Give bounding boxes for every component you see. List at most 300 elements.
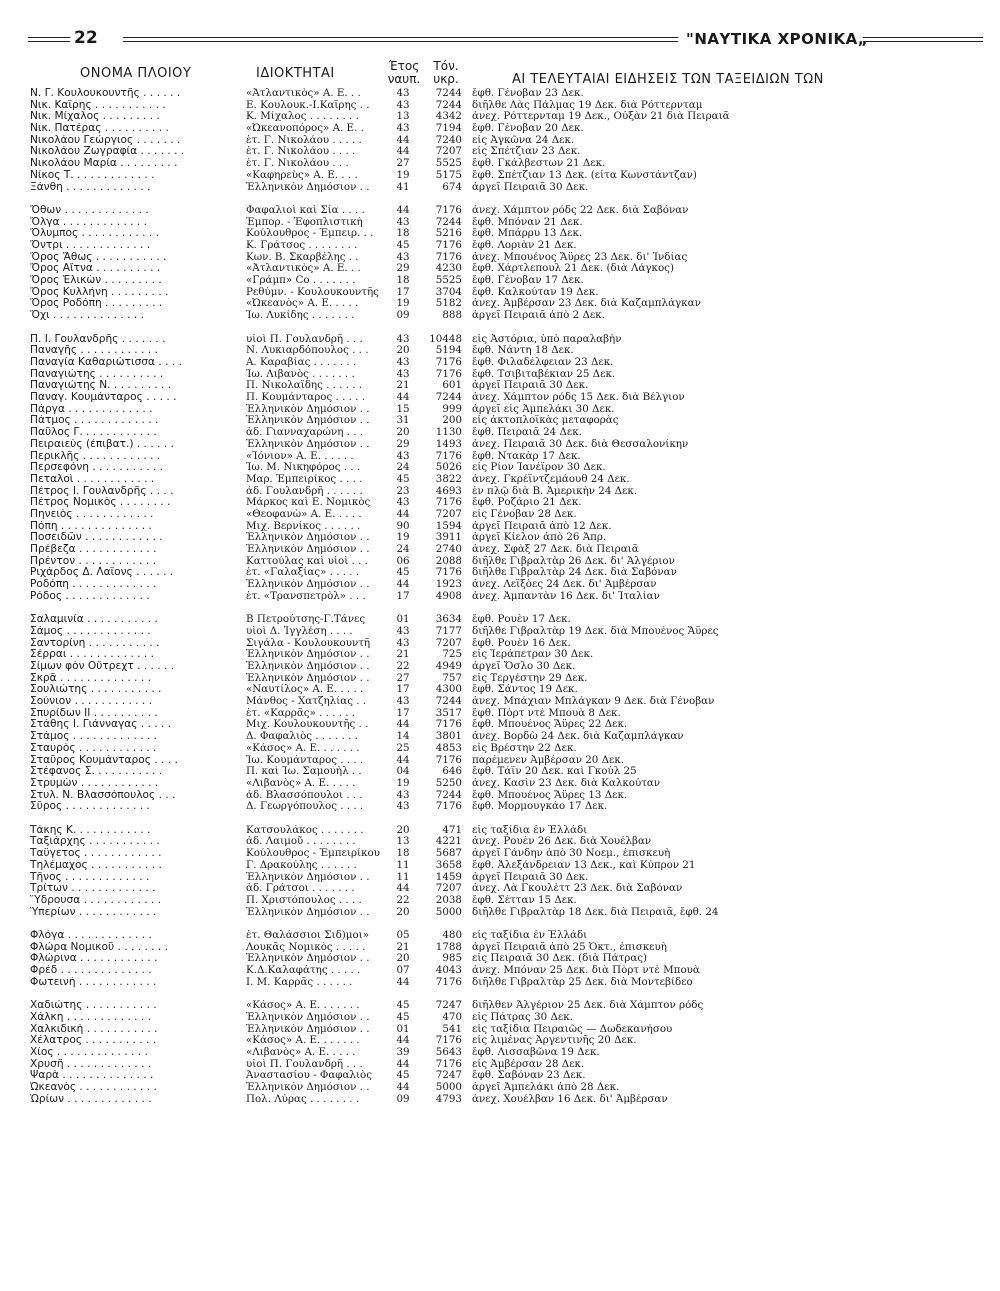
table-row bbox=[0, 170, 1000, 182]
latest-news: εἰς Πειραιᾶ 30 Δεκ. (διὰ Πάτρας) bbox=[472, 953, 648, 965]
year-built: 13 bbox=[396, 111, 410, 123]
ship-name: Πέτρος Νομικὸς . . . . . . . . bbox=[30, 497, 171, 509]
tonnage: 7207 bbox=[435, 146, 462, 158]
latest-news: ἀνεχ. Χουέλβαν 16 Δεκ. δι' Ἀμβέρσαν bbox=[472, 1093, 668, 1105]
year-built: 43 bbox=[396, 99, 410, 111]
owner: υἱοὶ Δ. Ἰγγλέση . . . . bbox=[246, 625, 353, 637]
tonnage: 4221 bbox=[435, 836, 462, 848]
owner: ἑτ. Γ. Νικολάου . . . bbox=[246, 158, 349, 170]
ship-name: Ριχάρδος Δ. Λαΐονς . . . . . . bbox=[30, 567, 174, 579]
owner: Ἑλληνικὸν Δημόσιον . . bbox=[246, 661, 370, 673]
year-built: 20 bbox=[396, 906, 410, 918]
tonnage: 3517 bbox=[435, 707, 462, 719]
table-row bbox=[0, 369, 1000, 381]
latest-news: εἰς Σπέτζιαν 23 Δεκ. bbox=[472, 146, 581, 158]
ship-name: Ὄρος Ἑλικὼν . . . . . . . . . bbox=[30, 275, 162, 287]
table-row bbox=[0, 766, 1000, 778]
tonnage: 5000 bbox=[435, 1082, 462, 1094]
ship-name: Ὄντρι . . . . . . . . . . . . . bbox=[30, 240, 151, 252]
latest-news: παρέμενεν Ἀμβέρσαν 20 Δεκ. bbox=[472, 754, 625, 766]
owner: Λουκᾶς Νομικὸς . . . . . bbox=[246, 941, 366, 953]
owner: Ἑλληνικὸν Δημόσιον . . bbox=[246, 532, 370, 544]
ship-name: Παναγιώτης Ν. . . . . . . . . . bbox=[30, 380, 172, 392]
latest-news: ἔφθ. Γκάλβεστων 21 Δεκ. bbox=[472, 158, 606, 170]
table-row bbox=[0, 509, 1000, 521]
year-built: 43 bbox=[396, 801, 410, 813]
owner: Ἐμπορ. - Ἐφοπλιστικὴ bbox=[246, 216, 363, 228]
tonnage: 5525 bbox=[435, 275, 462, 287]
latest-news: ἀργεῖ Γάνδην ἀπὸ 30 Νοεμ., ἐπισκευὴ bbox=[472, 848, 671, 860]
owner: Κούλουθρος - Ἐμπειρίκου bbox=[246, 848, 380, 860]
group-spacer bbox=[0, 918, 1000, 930]
latest-news: εἰς Βρέστην 22 Δεκ. bbox=[472, 742, 577, 754]
ship-name: Ποσειδῶν . . . . . . . . . . . . bbox=[30, 532, 163, 544]
tonnage: 3911 bbox=[435, 532, 462, 544]
tonnage: 601 bbox=[442, 380, 462, 392]
table-row bbox=[0, 462, 1000, 474]
header-rule-right bbox=[863, 37, 983, 42]
ship-name: Ροδόπη . . . . . . . . . . . . . bbox=[30, 579, 157, 591]
tonnage: 3801 bbox=[435, 731, 462, 743]
tonnage: 7194 bbox=[435, 123, 462, 135]
header-rule-middle bbox=[123, 37, 678, 42]
ship-name: Ὄρος Ροδόπη . . . . . . . . . bbox=[30, 298, 163, 310]
year-built: 43 bbox=[396, 333, 410, 345]
owner: Δ. Φαφαλιὸς . . . . . . . bbox=[246, 731, 358, 743]
owner: υἱοὶ Π. Γουλανδρῆ . . . bbox=[246, 333, 363, 345]
ship-name: Φλόγα . . . . . . . . . . . . . bbox=[30, 930, 152, 942]
latest-news: εἰς Ἀμβέρσαν 28 Δεκ. bbox=[472, 1058, 585, 1070]
tonnage: 5525 bbox=[435, 158, 462, 170]
header-rule-left bbox=[28, 37, 70, 42]
latest-news: ἔφθ. Γένοβαν 17 Δεκ. bbox=[472, 275, 584, 287]
ship-name: Πειραιεὺς (ἐπιβατ.) . . . . . . bbox=[30, 438, 174, 450]
owner: ἀδ. Γιανναχαρώνη . . . bbox=[246, 427, 364, 439]
tonnage: 1493 bbox=[435, 438, 462, 450]
latest-news: ἀργεῖ Πειραιᾶ 30 Δεκ. bbox=[472, 380, 589, 392]
year-built: 44 bbox=[396, 146, 410, 158]
tonnage: 4693 bbox=[435, 485, 462, 497]
latest-news: ἔφθ. Πὸρτ ντὲ Μπουὰ 8 Δεκ. bbox=[472, 707, 621, 719]
latest-news: ἀνεχ. Βορδὼ 24 Δεκ. διὰ Καζαμπλάγκαν bbox=[472, 731, 684, 743]
latest-news: ἀνεχ. Ρόττερνταμ 19 Δεκ., Οὐξὰν 21 διὰ Πειραιᾶ bbox=[472, 111, 730, 123]
table-row bbox=[0, 953, 1000, 965]
group-spacer bbox=[0, 193, 1000, 205]
table-row bbox=[0, 88, 1000, 100]
latest-news: ἔφθ. Μορμουγκάο 17 Δεκ. bbox=[472, 801, 608, 813]
latest-news: ἀργεῖ Κίελον ἀπὸ 26 Ἀπρ. bbox=[472, 532, 607, 544]
year-built: 21 bbox=[396, 941, 410, 953]
table-row bbox=[0, 532, 1000, 544]
ship-name: Ὄλυμπος . . . . . . . . . . . . bbox=[30, 228, 159, 240]
tonnage: 7244 bbox=[435, 216, 462, 228]
owner: Ν. Λυκιαρδόπουλος . . . bbox=[246, 345, 369, 357]
table-row bbox=[0, 486, 1000, 498]
owner: ἑτ. Γ. Νικολάου . . . . bbox=[246, 146, 356, 158]
journal-title: "ΝΑΥΤΙΚΑ ΧΡΟΝΙΚΑ„ bbox=[686, 30, 869, 48]
ship-name: Τηλέμαχος . . . . . . . . . . . bbox=[30, 859, 162, 871]
table-row bbox=[0, 135, 1000, 147]
group-spacer bbox=[0, 602, 1000, 614]
latest-news: διῆλθε Γιβραλτὰρ 26 Δεκ. δι' Ἀλγέριον bbox=[472, 555, 675, 567]
owner: Κ. Γράτσος . . . . . . . . bbox=[246, 240, 358, 252]
owner: Ρεθύμν. - Κουλουκουντῆς bbox=[246, 286, 379, 298]
owner: Ἰω. Λιβανὸς . . . . . . . bbox=[246, 368, 355, 380]
ship-name: Στρυμὼν . . . . . . . . . . . . bbox=[30, 777, 159, 789]
owner: Ἑλληνικὸν Δημόσιον . . bbox=[246, 438, 370, 450]
ship-name: Σταῦρος Κουμάνταρος . . . . bbox=[30, 754, 178, 766]
year-built: 21 bbox=[396, 649, 410, 661]
table-row bbox=[0, 696, 1000, 708]
owner: Φαφαλιοὶ καὶ Σία . . . . bbox=[246, 204, 365, 216]
latest-news: ἔφθ. Τάϊν 20 Δεκ. καὶ Γκούλ 25 bbox=[472, 766, 637, 778]
tonnage: 541 bbox=[442, 1023, 462, 1035]
latest-news: διῆλθε Γιβραλτὰρ 25 Δεκ. διὰ Μοντεβίδεο bbox=[472, 976, 693, 988]
tonnage: 985 bbox=[442, 953, 462, 965]
owner: ἀδ. Βλασσόπουλοι . . . bbox=[246, 789, 363, 801]
latest-news: διῆλθε Γιβραλτὰρ 18 Δεκ. διὰ Πειραιᾶ, ἔφθ. 24 bbox=[472, 906, 719, 918]
latest-news: διῆλθε Λὰς Πάλμας 19 Δεκ. διὰ Ρόττερνταμ bbox=[472, 99, 703, 111]
latest-news: ἔφθ. Καλκούταν 19 Δεκ. bbox=[472, 286, 599, 298]
table-row bbox=[0, 1094, 1000, 1106]
latest-news: ἔφθ. Μπόναν 21 Δεκ. bbox=[472, 216, 583, 228]
owner: Ἑλληνικὸν Δημόσιον . . bbox=[246, 1011, 370, 1023]
year-built: 23 bbox=[396, 485, 410, 497]
latest-news: ἀνεχ. Ἀμβέρσαν 23 Δεκ. διὰ Καζαμπλάγκαν bbox=[472, 298, 701, 310]
table-row bbox=[0, 1059, 1000, 1071]
table-row bbox=[0, 684, 1000, 696]
latest-news: ἀργεῖ Πειραιᾶ ἀπὸ 25 Ὀκτ., ἐπισκευὴ bbox=[472, 941, 667, 953]
year-built: 24 bbox=[396, 462, 410, 474]
ship-name: Χίος . . . . . . . . . . . . . . bbox=[30, 1047, 148, 1059]
column-header-tons-line2: υκρ. bbox=[433, 72, 459, 86]
ship-name: Φλώρινα . . . . . . . . . . . . bbox=[30, 953, 158, 965]
ship-name: Σκρᾶ . . . . . . . . . . . . . . bbox=[30, 672, 151, 684]
latest-news: ἀνεχ. Ἀμπαντὰν 16 Δεκ. δι' Ἰταλίαν bbox=[472, 590, 660, 602]
ship-name: Τρίτων . . . . . . . . . . . . . bbox=[30, 883, 156, 895]
latest-news: ἀνεχ. Πειραιᾶ 30 Δεκ. διὰ Θεσσαλονίκην bbox=[472, 438, 689, 450]
year-built: 43 bbox=[396, 625, 410, 637]
table-row bbox=[0, 778, 1000, 790]
latest-news: ἀργεῖ Πειραιᾶ 30 Δεκ. bbox=[472, 181, 589, 193]
page-header bbox=[28, 28, 983, 52]
table-row bbox=[0, 439, 1000, 451]
year-built: 20 bbox=[396, 427, 410, 439]
latest-news: ἀνεχ. Μπόναν 25 Δεκ. διὰ Πὸρτ ντὲ Μπουὰ bbox=[472, 965, 700, 977]
year-built: 19 bbox=[396, 298, 410, 310]
ship-name: Ὄρος Αἴτνα . . . . . . . . . . bbox=[30, 263, 161, 275]
latest-news: ἔφθ. Φιλαδέλφειαν 23 Δεκ. bbox=[472, 357, 614, 369]
year-built: 31 bbox=[396, 415, 410, 427]
owner: Ἑλληνικὸν Δημόσιον . . bbox=[246, 953, 370, 965]
ship-name: Φρέδ . . . . . . . . . . . . . . bbox=[30, 965, 152, 977]
ship-name: Παῦλος Γ. . . . . . . . . . . . bbox=[30, 427, 157, 439]
latest-news: ἀνεχ. Σφὰξ 27 Δεκ. διὰ Πειραιᾶ bbox=[472, 544, 639, 556]
owner: Ἰω. Κουμάνταρος . . . . bbox=[246, 754, 364, 766]
owner: Ι. Μ. Καρρᾶς . . . . . . bbox=[246, 976, 353, 988]
latest-news: ἔφθ. Ἀλεξάνδρειαν 13 Δεκ., καὶ Κύπρον 21 bbox=[472, 859, 696, 871]
ship-name: Σαλαμινία . . . . . . . . . . . bbox=[30, 614, 158, 626]
group-spacer bbox=[0, 813, 1000, 825]
year-built: 11 bbox=[396, 871, 410, 883]
ship-name: Σουλιώτης . . . . . . . . . . . bbox=[30, 684, 162, 696]
year-built: 19 bbox=[396, 777, 410, 789]
year-built: 44 bbox=[396, 1058, 410, 1070]
year-built: 20 bbox=[396, 953, 410, 965]
latest-news: ἔφθ. Ρουὲν 17 Δεκ. bbox=[472, 614, 571, 626]
ship-name: Σταυρὸς . . . . . . . . . . . . bbox=[30, 742, 157, 754]
ship-name: Πεταλοὶ . . . . . . . . . . . . bbox=[30, 473, 155, 485]
column-header-latest-news: ΑΙ ΤΕΛΕΥΤΑΙΑΙ ΕΙΔΗΣΕΙΣ ΤΩΝ ΤΑΞΕΙΔΙΩΝ ΤΩΝ bbox=[512, 72, 824, 87]
ship-name: Ὠκεανὸς . . . . . . . . . . . . bbox=[30, 1082, 157, 1094]
table-row bbox=[0, 1082, 1000, 1094]
table-row bbox=[0, 579, 1000, 591]
tonnage: 480 bbox=[442, 930, 462, 942]
table-row bbox=[0, 567, 1000, 579]
tonnage: 5250 bbox=[435, 777, 462, 789]
tonnage: 7244 bbox=[435, 88, 462, 99]
tonnage: 7176 bbox=[435, 368, 462, 380]
year-built: 44 bbox=[396, 579, 410, 591]
ship-name: Πάργα . . . . . . . . . . . . . bbox=[30, 403, 153, 415]
latest-news: εἰς Ἀστόρια, ὑπὸ παραλαβὴν bbox=[472, 333, 622, 345]
owner: Β Πετρούτσης-Γ.Τάνες bbox=[246, 614, 366, 626]
owner: Μάνθος - Χατζηλίας . . bbox=[246, 696, 367, 708]
owner: Ἑλληνικὸν Δημόσιον . . bbox=[246, 672, 370, 684]
column-header-tons-line1: Τόν. bbox=[433, 59, 459, 73]
owner: Π. Νικολαΐδης . . . . . . bbox=[246, 380, 363, 392]
tonnage: 7244 bbox=[435, 392, 462, 404]
year-built: 20 bbox=[396, 824, 410, 836]
ship-name: Νικ. Πατέρας . . . . . . . . . . bbox=[30, 123, 169, 135]
ship-group bbox=[0, 825, 1000, 919]
ship-name: Φωτεινὴ . . . . . . . . . . . . bbox=[30, 976, 157, 988]
latest-news: εἰς ταξίδια ἐν Ἑλλάδι bbox=[472, 824, 588, 836]
year-built: 18 bbox=[396, 228, 410, 240]
owner: «Ἀτλαντικὸς» Α. Ε. . . bbox=[246, 263, 361, 275]
tonnage: 4230 bbox=[435, 263, 462, 275]
latest-news: ἔφθ. Μπουένος Ἄϋρες 22 Δεκ. bbox=[472, 719, 628, 731]
column-header-tons bbox=[428, 60, 464, 86]
owner: «Ὠκεανοπόρος» Α. Ε. . bbox=[246, 123, 364, 135]
owner: Ἑλληνικὸν Δημόσιον . . bbox=[246, 579, 370, 591]
latest-news: ἀργεῖ Ἀμπελάκι ἀπὸ 28 Δεκ. bbox=[472, 1082, 620, 1094]
column-header-year-line1: Έτος bbox=[388, 59, 420, 73]
tonnage: 7247 bbox=[435, 1070, 462, 1082]
latest-news: εἰς Πάτρας 30 Δεκ. bbox=[472, 1011, 573, 1023]
table-row bbox=[0, 649, 1000, 661]
table-row bbox=[0, 591, 1000, 603]
tonnage: 7176 bbox=[435, 1035, 462, 1047]
year-built: 07 bbox=[396, 965, 410, 977]
ship-name: Πόπη . . . . . . . . . . . . . . bbox=[30, 520, 152, 532]
column-header-year bbox=[386, 60, 422, 86]
owner: Μαρ. Ἐμπειρίκος . . . . bbox=[246, 473, 363, 485]
year-built: 01 bbox=[396, 1023, 410, 1035]
ship-name: Χαλκιδικὴ . . . . . . . . . . . bbox=[30, 1023, 158, 1035]
page-number: 22 bbox=[74, 28, 98, 48]
ship-name: Ταξιάρχης . . . . . . . . . . . bbox=[30, 836, 160, 848]
tonnage: 4300 bbox=[435, 684, 462, 696]
table-row bbox=[0, 1070, 1000, 1082]
ship-name: Ὕδρουσα . . . . . . . . . . . . bbox=[30, 894, 162, 906]
owner: Κων. Β. Σκαρβέλης . . bbox=[246, 251, 359, 263]
owner: ἑτ. Γ. Νικολάου . . . . . bbox=[246, 134, 362, 146]
owner: ἑτ. Θαλάσσιοι Σιδ)μοι» bbox=[246, 930, 370, 942]
owner: «Κάσος» Α. Ε. . . . . . . bbox=[246, 1035, 360, 1047]
year-built: 43 bbox=[396, 251, 410, 263]
latest-news: ἀνεχ. Χάμπτον ρόδς 15 Δεκ. διὰ Βέλγιον bbox=[472, 392, 685, 404]
table-row bbox=[0, 836, 1000, 848]
table-row bbox=[0, 415, 1000, 427]
ship-name: Ξάνθη . . . . . . . . . . . . . bbox=[30, 181, 151, 193]
owner: «Καφηρεὺς» Α. Ε. . . . bbox=[246, 169, 358, 181]
year-built: 43 bbox=[396, 368, 410, 380]
year-built: 45 bbox=[396, 1000, 410, 1012]
latest-news: ἀργεῖ Ὄσλο 30 Δεκ. bbox=[472, 661, 576, 673]
table-row bbox=[0, 626, 1000, 638]
tonnage: 999 bbox=[442, 403, 462, 415]
tonnage: 7176 bbox=[435, 357, 462, 369]
column-header-ship-name: ΟΝΟΜΑ ΠΛΟΙΟΥ bbox=[80, 66, 192, 81]
ship-name: Στάθης Ι. Γιάνναγας . . . . . bbox=[30, 719, 172, 731]
tonnage: 7207 bbox=[435, 508, 462, 520]
year-built: 17 bbox=[396, 286, 410, 298]
year-built: 39 bbox=[396, 1047, 410, 1059]
ship-name: Ρόδος . . . . . . . . . . . . . bbox=[30, 590, 150, 602]
table-row bbox=[0, 872, 1000, 884]
table-row bbox=[0, 217, 1000, 229]
group-spacer bbox=[0, 988, 1000, 1000]
table-row bbox=[0, 895, 1000, 907]
tonnage: 4342 bbox=[435, 111, 462, 123]
year-built: 09 bbox=[396, 310, 410, 322]
table-row bbox=[0, 965, 1000, 977]
ship-name: Ὄχι . . . . . . . . . . . . . . bbox=[30, 310, 144, 322]
tonnage: 7176 bbox=[435, 754, 462, 766]
latest-news: εἰς Ἀγκῶνα 24 Δεκ. bbox=[472, 134, 575, 146]
year-built: 44 bbox=[396, 976, 410, 988]
latest-news: διῆλθεν Ἀλγέριον 25 Δεκ. διὰ Χάμπτον ρόδς bbox=[472, 1000, 704, 1012]
tonnage: 7176 bbox=[435, 801, 462, 813]
tonnage: 5687 bbox=[435, 848, 462, 860]
latest-news: ἔφθ. Σαβόναν 23 Δεκ. bbox=[472, 1070, 586, 1082]
tonnage: 470 bbox=[442, 1011, 462, 1023]
ship-name: Χέλατρος . . . . . . . . . . . bbox=[30, 1035, 157, 1047]
year-built: 19 bbox=[396, 532, 410, 544]
tonnage: 1788 bbox=[435, 941, 462, 953]
ship-name: Ψαρὰ . . . . . . . . . . . . . . bbox=[30, 1070, 154, 1082]
year-built: 05 bbox=[396, 930, 410, 942]
year-built: 20 bbox=[396, 345, 410, 357]
owner: Ἑλληνικὸν Δημόσιον . . bbox=[246, 181, 370, 193]
year-built: 43 bbox=[396, 789, 410, 801]
ship-name: Ν. Γ. Κουλουκουντῆς . . . . . . bbox=[30, 88, 181, 99]
ship-name: Παναγ. Κουμάνταρος . . . . . bbox=[30, 392, 177, 404]
table-row bbox=[0, 310, 1000, 322]
tonnage: 1459 bbox=[435, 871, 462, 883]
year-built: 43 bbox=[396, 696, 410, 708]
owner: Π. καὶ Ἰω. Σαμουὴλ . . bbox=[246, 766, 362, 778]
table-row bbox=[0, 755, 1000, 767]
year-built: 09 bbox=[396, 1093, 410, 1105]
owner: «Γράμπ» Co . . . . . . . bbox=[246, 275, 356, 287]
group-spacer bbox=[0, 322, 1000, 334]
owner: Π. Κουμάνταρος . . . . . bbox=[246, 392, 365, 404]
table-row bbox=[0, 825, 1000, 837]
year-built: 17 bbox=[396, 684, 410, 696]
latest-news: ἐν πλῷ διὰ Β. Ἀμερικὴν 24 Δεκ. bbox=[472, 485, 638, 497]
table-row bbox=[0, 263, 1000, 275]
tonnage: 4853 bbox=[435, 742, 462, 754]
owner: ἑτ. «Καρρᾶς» . . . . . . bbox=[246, 707, 356, 719]
owner: Ἑλληνικὸν Δημόσιον . . bbox=[246, 403, 370, 415]
ship-name: Τῆνος . . . . . . . . . . . . . bbox=[30, 871, 150, 883]
table-row bbox=[0, 1024, 1000, 1036]
ship-name: Σπυρίδων ΙΙ . . . . . . . . . . bbox=[30, 707, 158, 719]
owner: Ἑλληνικὸν Δημόσιον . . bbox=[246, 906, 370, 918]
tonnage: 7207 bbox=[435, 883, 462, 895]
tonnage: 7176 bbox=[435, 497, 462, 509]
year-built: 17 bbox=[396, 707, 410, 719]
table-row bbox=[0, 977, 1000, 989]
latest-news: ἀνεχ. Γκρέϊντζεμάουθ 24 Δεκ. bbox=[472, 473, 630, 485]
owner: Ἑλληνικὸν Δημόσιον . . bbox=[246, 871, 370, 883]
latest-news: ἀνεχ. Λεΐξὸες 24 Δεκ. δι' Ἀμβέρσαν bbox=[472, 579, 657, 591]
latest-news: εἰς ταξίδια ἐν Ἑλλάδι bbox=[472, 930, 588, 942]
owner: ἑτ. «Γαλαξίας» . . . . . bbox=[246, 567, 360, 579]
table-row bbox=[0, 848, 1000, 860]
tonnage: 5000 bbox=[435, 906, 462, 918]
year-built: 44 bbox=[396, 508, 410, 520]
owner: «Θεοφανὼ» Α. Ε. . . . . bbox=[246, 508, 362, 520]
ship-name: Νικ. Μίχαλος . . . . . . . . . bbox=[30, 111, 160, 123]
tonnage: 7176 bbox=[435, 204, 462, 216]
owner: Ἰω. Λυκίδης . . . . . . . bbox=[246, 310, 355, 322]
owner: Ἀναστασίου - Φαφαλιὸς bbox=[246, 1070, 372, 1082]
tonnage: 5643 bbox=[435, 1047, 462, 1059]
ship-group bbox=[0, 614, 1000, 813]
year-built: 41 bbox=[396, 181, 410, 193]
tonnage: 2088 bbox=[435, 555, 462, 567]
owner: «Κάσος» Α. Ε. . . . . . . bbox=[246, 1000, 360, 1012]
year-built: 44 bbox=[396, 883, 410, 895]
owner: «Λιβανὸς» Α. Ε. . . . . bbox=[246, 1047, 356, 1059]
tonnage: 3704 bbox=[435, 286, 462, 298]
ship-group bbox=[0, 88, 1000, 193]
tonnage: 1130 bbox=[435, 427, 462, 439]
table-row bbox=[0, 451, 1000, 463]
table-row bbox=[0, 275, 1000, 287]
tonnage: 4949 bbox=[435, 661, 462, 673]
ship-name: Ὄθων . . . . . . . . . . . . . bbox=[30, 204, 149, 216]
latest-news: ἔφθ. Πειραιᾶ 24 Δεκ. bbox=[472, 427, 582, 439]
table-row bbox=[0, 801, 1000, 813]
year-built: 29 bbox=[396, 438, 410, 450]
owner: «Ναυτίλος» Α. Ε. . . . . bbox=[246, 684, 364, 696]
owner: Μιχ. Κουλουκουντῆς . . bbox=[246, 719, 369, 731]
tonnage: 646 bbox=[442, 766, 462, 778]
tonnage: 7176 bbox=[435, 240, 462, 252]
ship-name: Πρέβεζα . . . . . . . . . . . . bbox=[30, 544, 157, 556]
owner: «Ὠκεανὸς» Α. Ε. . . . . bbox=[246, 298, 359, 310]
ship-name: Φλώρα Νομικοῦ . . . . . . . . bbox=[30, 941, 169, 953]
table-row bbox=[0, 392, 1000, 404]
tonnage: 5026 bbox=[435, 462, 462, 474]
ship-group bbox=[0, 930, 1000, 988]
ship-group bbox=[0, 1000, 1000, 1105]
table-row bbox=[0, 614, 1000, 626]
